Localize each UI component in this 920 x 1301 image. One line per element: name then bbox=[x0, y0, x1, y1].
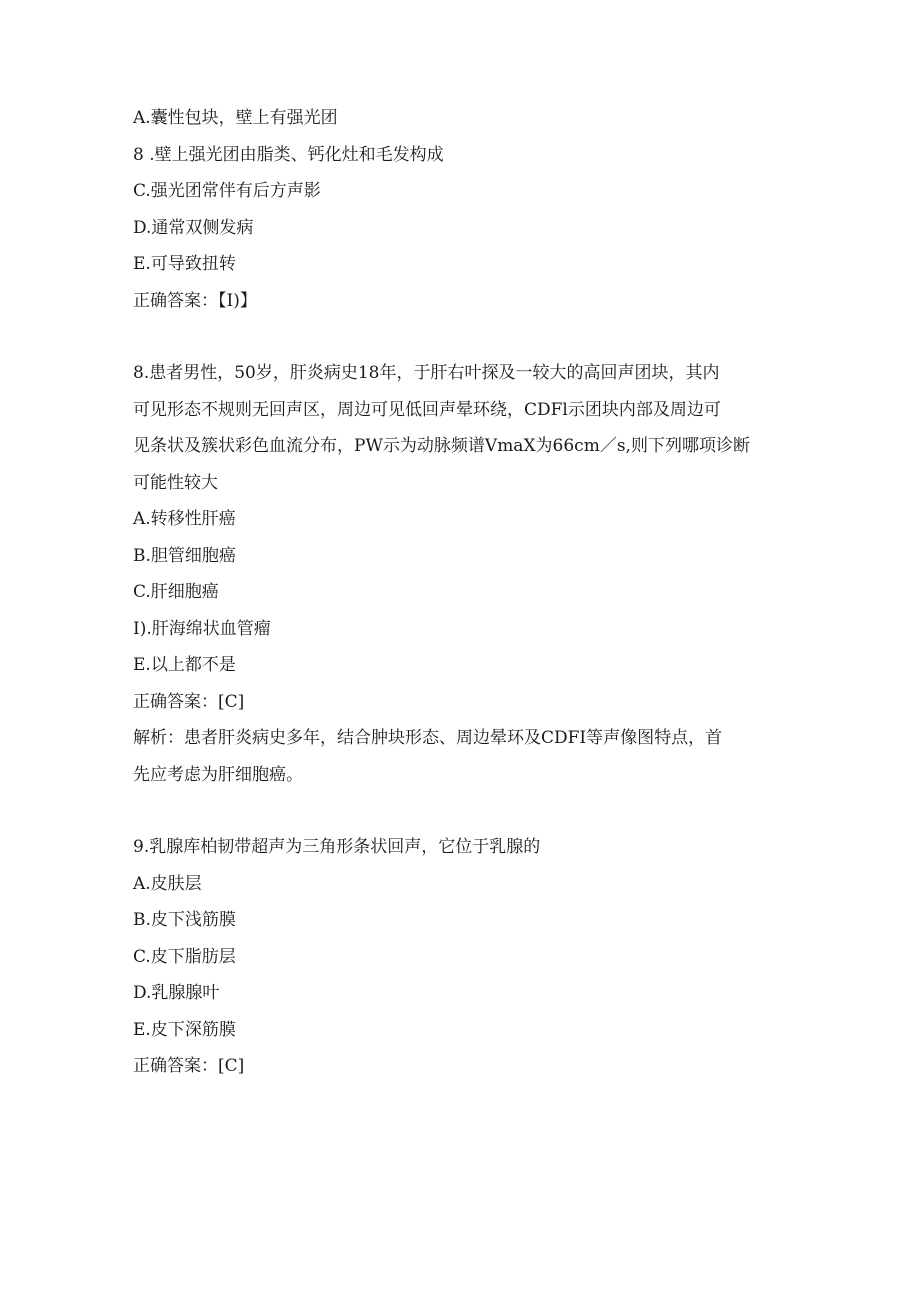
question-stem-line: 可能性较大 bbox=[133, 472, 218, 493]
question-stem-line: 见条状及簇状彩色血流分布，PW示为动脉频谱VmaX为66cm／s,则下列哪项诊断 bbox=[133, 436, 750, 456]
option-d: D.通常双侧发病 bbox=[133, 217, 254, 238]
correct-answer: 正确答案：[C] bbox=[133, 1056, 245, 1076]
question-8-block bbox=[133, 355, 793, 793]
option-d: I).肝海绵状血管瘤 bbox=[133, 618, 271, 639]
spacer bbox=[133, 319, 793, 355]
analysis-line: 解析：患者肝炎病史多年，结合肿块形态、周边晕环及CDFI等声像图特点，首 bbox=[133, 728, 723, 748]
option-a: A.转移性肝癌 bbox=[133, 509, 236, 529]
correct-answer: 正确答案：[C] bbox=[133, 691, 245, 712]
option-c: C.强光团常伴有后方声影 bbox=[133, 181, 321, 201]
question-9-block bbox=[133, 829, 793, 1085]
option-b: 8 .壁上强光团由脂类、钙化灶和毛发构成 bbox=[133, 144, 444, 165]
option-c: C.肝细胞癌 bbox=[133, 582, 219, 602]
option-e: E.可导致扭转 bbox=[133, 254, 236, 274]
option-b: B.皮下浅筋膜 bbox=[133, 910, 236, 930]
option-e: E.以上都不是 bbox=[133, 655, 236, 675]
document-page bbox=[133, 100, 793, 1085]
option-d: D.乳腺腺叶 bbox=[133, 983, 220, 1003]
question-stem-line: 8.患者男性，50岁，肝炎病史18年，于肝右叶探及一较大的高回声团块，其内 bbox=[133, 363, 720, 383]
question-stem: 9.乳腺库柏韧带超声为三角形条状回声，它位于乳腺的 bbox=[133, 837, 541, 857]
option-e: E.皮下深筋膜 bbox=[133, 1019, 236, 1040]
spacer bbox=[133, 793, 793, 829]
option-a: A.皮肤层 bbox=[133, 873, 202, 894]
question-stem-line: 可见形态不规则无回声区，周边可见低回声晕环绕，CDFl示团块内部及周边可 bbox=[133, 399, 721, 420]
question-7-block bbox=[133, 100, 793, 319]
option-c: C.皮下脂肪层 bbox=[133, 946, 236, 967]
option-a: A.囊性包块，壁上有强光团 bbox=[133, 108, 338, 128]
correct-answer: 正确答案：【I)】 bbox=[133, 290, 257, 311]
option-b: B.胆管细胞癌 bbox=[133, 545, 236, 566]
analysis-line: 先应考虑为肝细胞癌。 bbox=[133, 764, 303, 785]
